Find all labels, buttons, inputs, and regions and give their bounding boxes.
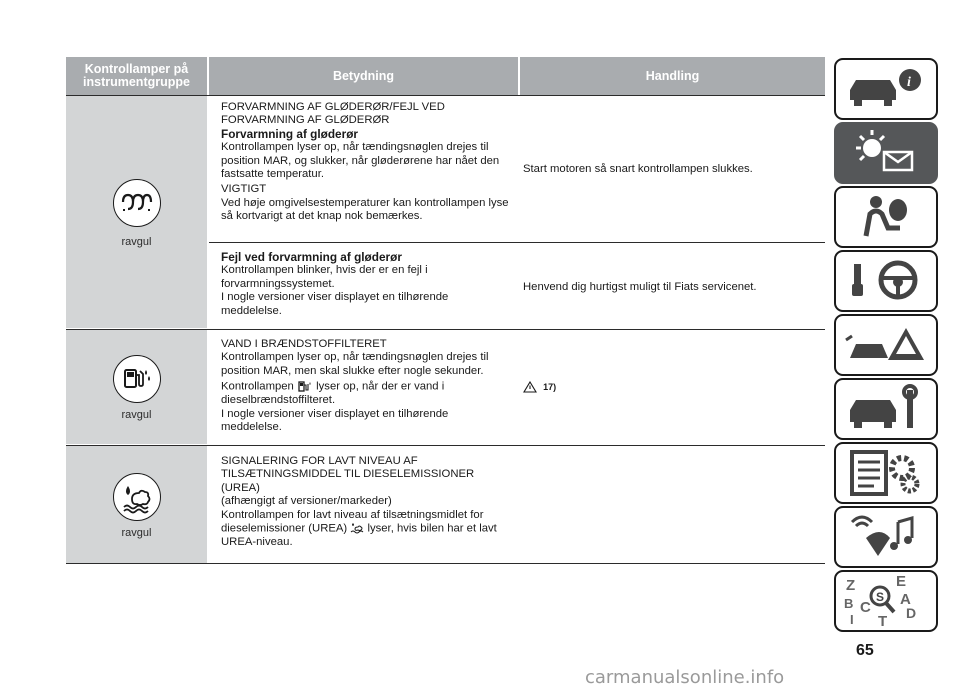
row2-rule [66,329,825,330]
row1-vigtigt: VIGTIGT [221,183,267,196]
row4-color-label: ravgul [121,527,152,539]
water-in-fuel-icon [113,355,161,403]
row1-action: Start motoren så snart kontrollampen slukkes. [523,163,753,175]
index-icon [836,572,936,630]
row1-title-line2: FORVARMNING AF GLØDERØR [221,114,390,127]
row1-color-label: ravgul [121,236,152,248]
water-in-fuel-inline-icon [297,380,313,393]
row2-action: Henvend dig hurtigst muligt til Fiats servicenet. [523,281,757,293]
row3-meaning [221,338,511,434]
row3-rule [66,445,825,446]
warning-lights-icon [836,124,936,182]
index-letter-t: T [878,613,888,630]
row3-action [523,381,823,394]
table-bottom-rule [66,563,825,564]
multimedia-icon [836,508,936,566]
row3-title: VAND I BRÆNDSTOFFILTERET [221,338,387,350]
page-number: 65 [856,642,874,659]
row2-meaning [221,251,511,318]
multimedia-tab[interactable] [834,506,938,568]
row3-action-ref: 17) [543,382,557,392]
row2-subtitle: Fejl ved forvarmning af gløderør [221,250,402,264]
row2-para2: I nogle versioner viser displayet en tilhørende meddelelse. [221,291,449,317]
car-info-tab[interactable] [834,58,938,120]
index-tab[interactable] [834,570,938,632]
urea-inline-icon [350,522,364,535]
technical-data-tab[interactable] [834,442,938,504]
index-letter-b: B [844,596,854,611]
driving-tab[interactable] [834,250,938,312]
warning-triangle-icon [523,381,537,393]
row1-title-line1: FORVARMNING AF GLØDERØR/FEJL VED [221,101,445,113]
row1-meaning [221,101,511,224]
steering-wheel-icon [836,252,936,310]
header-col-meaning [209,57,518,95]
maintenance-tab[interactable] [834,378,938,440]
row1-para2: Ved høje omgivelsestemperaturer kan kontrollampen lyse så kortvarigt at det knap nok bemærkes. [221,196,509,223]
row1-para1: Kontrollampen lyser op, når tændingsnøglen drejes til position MAR, og slukker, når gløderørene har nået den fastsatte temperatur. [221,141,500,181]
row4-para1 [221,509,511,550]
row3-para2 [221,380,511,407]
row4-meaning [221,455,511,549]
row3-color-label: ravgul [121,409,152,421]
glow-plug-icon [113,179,161,227]
urea-level-icon [113,473,161,521]
index-letter-a: A [900,591,911,608]
row2-para1: Kontrollampen blinker, hvis der er en fejl i forvarmningssystemet. [221,264,428,290]
row4-note: (afhængigt af versioner/markeder) [221,495,392,508]
header-col-action-label: Handling [645,68,700,83]
watermark: carmanualsonline.info [585,667,785,688]
row3-para3: I nogle versioner viser displayet en tilhørende meddelelse. [221,407,449,433]
airbag-icon [836,188,936,246]
index-letter-e: E [896,573,907,590]
row4-para1-end: lyser, hvis bilen har et lavt UREA-niveau. [221,522,497,548]
emergency-icon [836,316,936,374]
header-col-meaning-label: Betydning [332,68,395,83]
index-letter-z: Z [846,577,856,594]
row1-rule [209,242,825,243]
technical-data-icon [836,444,936,502]
row1-subtitle: Forvarmning af gløderør [221,126,358,141]
index-letter-d: D [906,605,917,621]
index-letter-c: C [860,599,871,616]
warning-lights-tab[interactable] [834,122,938,184]
row3-para2-end: lyser op, når der er vand i dieselbrændstoffilteret. [221,380,445,407]
row4-title: SIGNALERING FOR LAVT NIVEAU AF TILSÆTNINGSMIDDEL TIL DIESELEMISSIONER (UREA) [221,455,475,494]
safety-tab[interactable] [834,186,938,248]
header-col-action [520,57,825,95]
emergency-tab[interactable] [834,314,938,376]
header-col-lamps-label: Kontrollamper på instrumentgruppe [83,62,190,89]
row4-para1-start: Kontrollampen for lavt niveau af tilsætningsmidlet for dieselemissioner (UREA) [221,508,484,535]
svg-text:i: i [907,75,911,90]
car-info-icon [836,60,936,118]
row3-para1: Kontrollampen lyser op, når tændingsnøglen drejes til position MAR, men skal slukke efter nogle sekunder. [221,351,489,377]
header-col-lamps [66,57,207,95]
index-letter-i: I [850,612,854,627]
row3-para2-start: Kontrollampen [221,380,294,393]
car-wrench-icon [836,380,936,438]
index-letter-s: S [876,590,885,604]
